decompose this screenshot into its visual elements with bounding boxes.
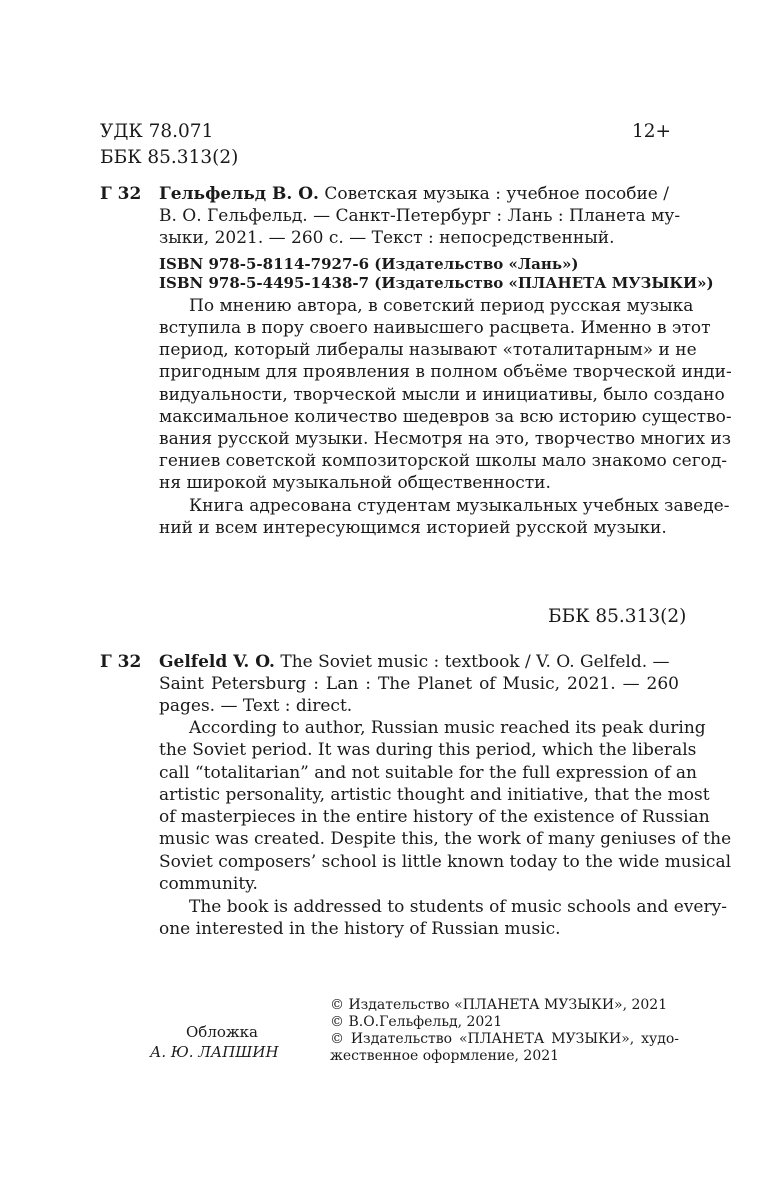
copyright-line: © В.О.Гельфельд, 2021	[330, 1014, 503, 1030]
ru-abstract-line: По мнению автора, в советский период русская музыка	[189, 296, 694, 316]
ru-abstract-line: видуальности, творческой мысли и инициативы, было создано	[159, 385, 725, 405]
en-abstract-line: the Soviet period. It was during this period, which the liberals	[159, 740, 697, 760]
ru-abstract-line: пригодным для проявления в полном объёме творческой инди-	[159, 362, 732, 382]
age-rating: 12+	[632, 121, 672, 142]
en-citation-title: The Soviet music : textbook / V. O. Gelfeld. —	[274, 652, 670, 672]
copyright-line: жественное оформление, 2021	[330, 1048, 560, 1064]
ru-citation-line-3: зыки, 2021. — 260 с. — Текст : непосредственный.	[159, 228, 615, 248]
copyright-line: © Издательство «ПЛАНЕТА МУЗЫКИ», 2021	[330, 997, 668, 1013]
ru-abstract-line: Книга адресована студентам музыкальных учебных заведе-	[189, 496, 730, 516]
en-abstract-line: call “totalitarian” and not suitable for the full expression of an	[159, 763, 697, 783]
bbk-code: ББК 85.313(2)	[100, 147, 239, 168]
ru-abstract-line: гениев советской композиторской школы мало знакомо сегод-	[159, 451, 728, 471]
en-citation-line-1	[159, 652, 679, 672]
en-citation-author: Gelfeld V. O.	[159, 652, 275, 672]
cover-artist: А. Ю. ЛАПШИН	[150, 1043, 279, 1061]
ru-abstract-line: максимальное количество шедевров за всю историю существо-	[159, 407, 732, 427]
ru-abstract-line: ня широкой музыкальной общественности.	[159, 473, 551, 493]
en-citation-line-3: pages. — Text : direct.	[159, 696, 353, 716]
ru-author-code: Г 32	[100, 184, 142, 204]
udk-code: УДК 78.071	[100, 121, 214, 142]
ru-citation-author: Гельфельд В. О.	[159, 184, 319, 204]
en-abstract-line: The book is addressed to students of music schools and every-	[189, 897, 727, 917]
ru-abstract-line: вания русской музыки. Несмотря на это, творчество многих из	[159, 429, 732, 449]
en-citation-line-2: Saint Petersburg : Lan : The Planet of Music, 2021. — 260	[159, 674, 679, 694]
en-abstract-line: of masterpieces in the entire history of the existence of Russian	[159, 807, 710, 827]
ru-citation-line-1	[159, 184, 679, 204]
en-abstract-line: music was created. Despite this, the work of many geniuses of the	[159, 829, 732, 849]
ru-isbn-2: ISBN 978-5-4495-1438-7 (Издательство «ПЛАНЕТА МУЗЫКИ»)	[159, 274, 714, 292]
ru-citation-title: Советская музыка : учебное пособие /	[318, 184, 669, 204]
ru-citation-line-2: В. О. Гельфельд. — Санкт-Петербург : Лань : Планета му-	[159, 206, 681, 226]
bbk-code-right: ББК 85.313(2)	[548, 606, 687, 627]
en-abstract-line: community.	[159, 874, 258, 894]
en-author-code: Г 32	[100, 652, 142, 672]
ru-abstract-line: вступила в пору своего наивысшего расцвета. Именно в этот	[159, 318, 711, 338]
ru-abstract-line: период, который либералы называют «тоталитарным» и не	[159, 340, 697, 360]
cover-label: Обложка	[186, 1023, 259, 1041]
copyright-line: © Издательство «ПЛАНЕТА МУЗЫКИ», худо-	[330, 1031, 679, 1047]
en-abstract-line: Soviet composers’ school is little known today to the wide musical	[159, 852, 732, 872]
ru-isbn-1: ISBN 978-5-8114-7927-6 (Издательство «Лань»)	[159, 255, 579, 273]
en-abstract-line: According to author, Russian music reached its peak during	[189, 718, 706, 738]
en-abstract-line: artistic personality, artistic thought and initiative, that the most	[159, 785, 710, 805]
ru-abstract-line: ний и всем интересующимся историей русской музыки.	[159, 518, 667, 538]
en-abstract-line: one interested in the history of Russian music.	[159, 919, 561, 939]
